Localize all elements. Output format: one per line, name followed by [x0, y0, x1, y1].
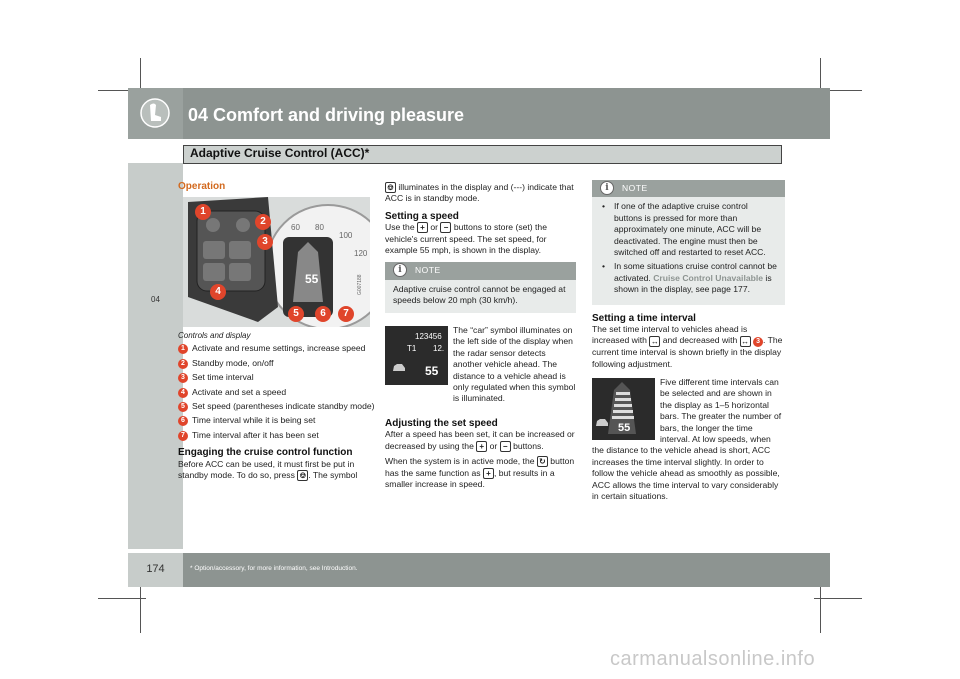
figure-caption: Controls and display — [178, 331, 251, 340]
column-1-text — [178, 328, 376, 485]
gauge-label: 60 — [291, 223, 300, 232]
paragraph: Before ACC can be used, it must first be put in standby mode. To do so, press ⎊ . The symbol — [178, 458, 358, 481]
page-title: 04 Comfort and driving pleasure — [188, 105, 465, 125]
gauge-label: 100 — [339, 231, 353, 240]
callout-2: 2 — [255, 214, 271, 230]
interval-increase-icon: ↔ — [650, 336, 659, 346]
chapter-icon-tab — [128, 88, 183, 139]
note-heading: NOTE — [592, 180, 785, 197]
list-item: 2 Standby mode, on/off — [178, 358, 376, 369]
chapter-number: 04 — [151, 295, 160, 304]
display-trip: T1 — [407, 344, 417, 353]
info-icon: i — [600, 181, 614, 195]
column-2-lower — [385, 418, 577, 494]
page-number: 174 — [146, 563, 165, 575]
heading-setting-speed: Setting a speed — [385, 210, 459, 222]
display-speed: 55 — [425, 364, 439, 378]
info-icon: i — [393, 263, 407, 277]
note-bullet: • If one of the adaptive cruise control buttons is pressed for more than approximately one minute, ACC will be deactivated. The engine must then be switched off and restarted to reset ACC. — [600, 201, 777, 258]
plus-button-icon: + — [476, 441, 487, 452]
section-title: Adaptive Cruise Control (ACC)* — [190, 146, 370, 160]
list-item: 1 Activate and resume settings, increase speed — [178, 343, 376, 354]
plus-button-icon: + — [417, 222, 428, 233]
plus-button-icon: + — [483, 468, 494, 479]
crop-mark — [98, 598, 146, 599]
note-text: Adaptive cruise control cannot be engaged at speeds below 20 mph (30 km/h). — [393, 283, 566, 306]
unavailable-message: Cruise Control Unavailable — [653, 272, 764, 283]
callout-7: 7 — [338, 306, 354, 322]
gauge-label: 120 — [354, 249, 368, 258]
crop-mark — [140, 585, 141, 633]
heading-engaging: Engaging the cruise control function — [178, 447, 353, 459]
note-heading: NOTE — [385, 262, 576, 279]
list-item: 4 Activate and set a speed — [178, 387, 376, 398]
chapter-strip — [128, 163, 183, 549]
heading-adjusting: Adjusting the set speed — [385, 418, 498, 429]
callout-4: 4 — [210, 284, 226, 300]
crop-mark — [814, 598, 862, 599]
display-trip-value: 12. — [433, 344, 445, 353]
paragraph: After a speed has been set, it can be increased or decreased by using the + or − buttons. — [385, 429, 575, 452]
paragraph: The set time interval to vehicles ahead is increased with ↔ and decreased with ↔ 3 . The current time interval is shown briefly in the display following adjustment. — [592, 324, 783, 369]
display-speed: 55 — [618, 422, 631, 434]
note-box — [385, 262, 576, 312]
crop-mark — [820, 585, 821, 633]
list-item: 6 Time interval while it is being set — [178, 415, 376, 426]
controls-figure — [183, 197, 370, 327]
car-text: The “car” symbol illuminates on the left side of the display when the radar sensor detects another vehicle ahead. The distance to a vehicle ahead is only regulated when this symbol is illuminated. — [453, 325, 576, 404]
footer-note: * Option/accessory, for more information, see Introduction. — [190, 565, 358, 572]
callout-1: 1 — [195, 204, 211, 220]
column-3 — [592, 180, 785, 374]
car-symbol-display-figure — [385, 326, 448, 385]
heading-time-interval: Setting a time interval — [592, 312, 696, 324]
gauge-label: 80 — [315, 223, 324, 232]
display-odometer: 123456 — [415, 332, 442, 341]
figure-code: G007188 — [357, 274, 363, 295]
car-icon — [391, 362, 407, 374]
note-bullet: • In some situations cruise control cannot be activated. Cruise Control Unavailable is shown in the display, see page 177. — [600, 261, 777, 295]
note-box — [592, 180, 785, 305]
resume-button-icon: ↻ — [537, 456, 548, 467]
minus-button-icon: − — [440, 222, 451, 233]
standby-symbol-icon: ⎊ — [385, 182, 396, 193]
figure-speed: 55 — [305, 272, 319, 286]
list-item: 3 Set time interval — [178, 372, 376, 383]
watermark: carmanualsonline.info — [610, 648, 816, 670]
callout-6: 6 — [315, 306, 331, 322]
paragraph: ⎊ illuminates in the display and (---) indicate that ACC is in standby mode. — [385, 182, 574, 204]
paragraph: Use the + or − buttons to store (set) the vehicle's current speed. The set speed, for example 55 mph, is shown in the display. — [385, 222, 547, 256]
column-2 — [385, 182, 576, 321]
seat-icon — [128, 88, 183, 139]
list-item: 5 Set speed (parentheses indicate standby mode) — [178, 401, 376, 412]
section-heading-operation: Operation — [178, 181, 226, 192]
minus-button-icon: − — [500, 441, 511, 452]
callout-5: 5 — [288, 306, 304, 322]
callout-3: 3 — [257, 234, 273, 250]
column-1 — [178, 181, 373, 192]
list-item: 7 Time interval after it has been set — [178, 430, 376, 441]
five-text: Five different time intervals can be selected and are shown in the display as 1–5 horizontal bars. The greater the number of bars, the longer the time interval. At low speeds, when the distance to the vehicle ahead is short, ACC increases the time interval slightly. In order to follow the vehicle ahead as smoothly as possible, ACC allows the time interval to vary considerably in certain situations. — [592, 377, 782, 502]
interval-decrease-icon: ↔ — [741, 336, 750, 346]
standby-button-icon: ⎊ — [297, 470, 308, 481]
paragraph: When the system is in active mode, the ↻ button has the same function as + , but results in a smaller increase in speed. — [385, 456, 575, 490]
